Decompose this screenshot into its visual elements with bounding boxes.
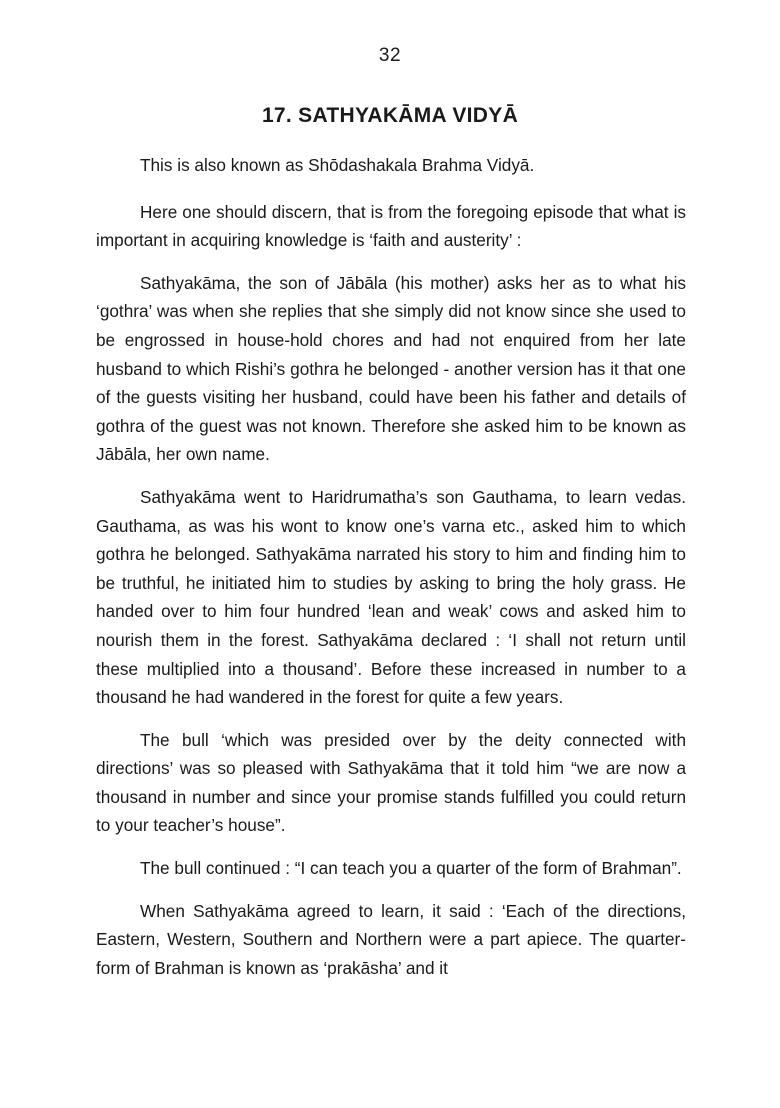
paragraph-faith-austerity: Here one should discern, that is from the foregoing episode that what is important in acquiring knowledge is ‘faith and austerity’ : xyxy=(96,201,686,251)
paragraph-bull-continued: The bull continued : “I can teach you a quarter of the form of Brahman”. xyxy=(140,858,682,879)
body-text xyxy=(96,151,686,996)
paragraph-bull: The bull ‘which was presided over by the deity connected with directions’ was so pleased with Sathyakāma that it told him “we are now a thousand in number and since your promise stands fulfilled you could return to your teacher’s house”. xyxy=(96,729,686,836)
paragraph-gothra: Sathyakāma, the son of Jābāla (his mother) asks her as to what his ‘gothra’ was when she replies that she simply did not know since she used to be engrossed in house-hold chores and had not enquired from her late husband to which Rishi’s gothra he belonged - another version has it that one of the guests visiting her husband, could have been his father and details of gothra of the guest was not known. Therefore she asked him to be known as Jābāla, her own name. xyxy=(96,272,686,465)
paragraph-agreed: When Sathyakāma agreed to learn, it said : ‘Each of the directions, Eastern, Western, Southern and Northern were a part apiece. The quarter-form of Brahman is known as ‘prakāsha’ and it xyxy=(96,900,686,978)
paragraph-gauthama: Sathyakāma went to Haridrumatha’s son Gauthama, to learn vedas. Gauthama, as was his wont to know one’s varna etc., asked him to which gothra he belonged. Sathyakāma narrated his story to him and finding him to be truthful, he initiated him to studies by asking to bring the holy grass. He handed over to him four hundred ‘lean and weak’ cows and asked him to nourish them in the forest. Sathyakāma declared : ‘I shall not return until these multiplied into a thousand’. Before these increased in number to a thousand he had wandered in the forest for quite a few years. xyxy=(96,486,686,708)
paragraph-intro: This is also known as Shōdashakala Brahma Vidyā. xyxy=(140,155,535,175)
page-number: 32 xyxy=(378,45,402,66)
chapter-title: 17. SATHYAKĀMA VIDYĀ xyxy=(261,104,519,127)
